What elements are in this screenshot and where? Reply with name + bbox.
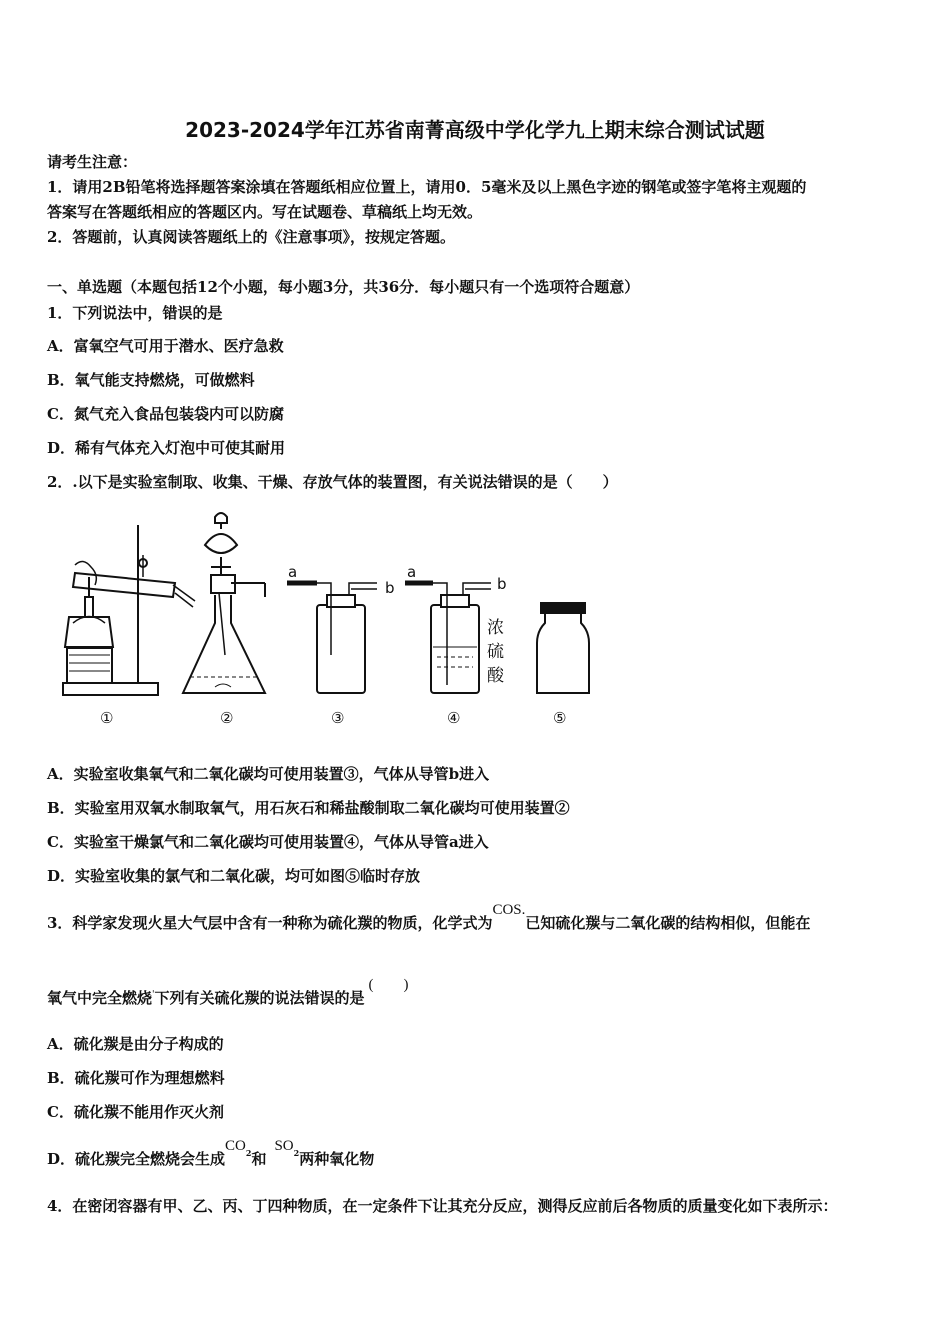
acid-char-3: 酸 [487,666,504,686]
section-heading: 一、单选题（本题包括12个小题，每小题3分，共36分．每小题只有一个选项符合题意） [47,278,640,296]
q3-option-a: A．硫化羰是由分子构成的 [47,1035,224,1053]
notice-line-1a: 1．请用2B铅笔将选择题答案涂填在答题纸相应位置上，请用0．5毫米及以上黑色字迹的钢笔或签字笔将主观题的 [47,178,807,196]
figure-label-5: ⑤ [553,709,567,727]
page-title: 2023-2024学年江苏省南菁高级中学化学九上期末综合测试试题 [185,118,765,142]
figure-label-3: ③ [331,709,345,727]
q2-option-c: C．实验室干燥氯气和二氧化碳均可使用装置④，气体从导管a进入 [47,833,489,851]
q3-option-d-and: 和 [251,1150,267,1168]
figure-label-4: ④ [447,709,461,727]
q3-stem-c: 氧气中完全燃烧 [47,989,153,1007]
tube-b-label-3: b [385,579,395,597]
notice-line-1b: 答案写在答题纸相应的答题区内。写在试题卷、草稿纸上均无效。 [47,203,483,221]
tube-b-label-4: b [497,575,507,593]
q3-option-d-b: 两种氧化物 [299,1150,375,1168]
formula-so2: SO [274,1138,294,1154]
q3-formula: COS. [492,902,526,918]
q3-stem-a: 3．科学家发现火星大气层中含有一种称为硫化羰的物质，化学式为 [47,914,493,932]
q3-option-d [47,1138,375,1170]
q2-option-a: A．实验室收集氧气和二氧化碳均可使用装置③，气体从导管b进入 [47,765,490,783]
acid-char-2: 硫 [487,642,504,662]
formula-co2: CO [225,1138,246,1154]
figure-label-2: ② [220,709,234,727]
apparatus-3-gas-bottle [287,583,377,693]
q1-option-d: D．稀有气体充入灯泡中可使其耐用 [47,439,286,457]
q1-option-c: C．氮气充入食品包装袋内可以防腐 [47,405,284,423]
q3-option-d-a: D．硫化羰完全燃烧会生成 [47,1150,226,1168]
q3-stem-c2: 下列有关硫化羰的说法错误的是 [154,989,365,1007]
q3-option-c: C．硫化羰不能用作灭火剂 [47,1103,224,1121]
q1-option-a: A．富氧空气可用于潜水、医疗急救 [47,337,284,355]
q1-option-b: B．氧气能支持燃烧，可做燃料 [47,371,255,389]
q3-option-b: B．硫化羰可作为理想燃料 [47,1069,225,1087]
tube-a-label-4: a [407,563,417,581]
q3-stem-line1 [47,902,811,933]
q1-stem: 1．下列说法中，错误的是 [47,304,223,322]
notice-heading: 请考生注意： [47,153,138,171]
q3-paren: ( ) [368,977,409,993]
q2-option-d: D．实验室收集的氯气和二氧化碳，均可如图⑤临时存放 [47,867,421,885]
q3-stem-line2: 氧气中完全燃烧'下列有关硫化羰的说法错误的是( ) [47,977,409,1007]
q2-stem: 2．.以下是实验室制取、收集、干燥、存放气体的装置图，有关说法错误的是（ ） [47,473,618,491]
q2-option-b: B．实验室用双氧水制取氧气，用石灰石和稀盐酸制取二氧化碳均可使用装置② [47,799,570,817]
q4-stem: 4．在密闭容器有甲、乙、丙、丁四种物质，在一定条件下让其充分反应，测得反应前后各物质的质量变化如下表所示： [47,1197,838,1215]
q3-stem-b: 已知硫化羰与二氧化碳的结构相似，但能在 [525,914,811,932]
apparatus-2-flask-funnel [183,513,265,693]
acid-char-1: 浓 [487,618,504,638]
apparatus-5-covered-jar [537,603,589,693]
apparatus-figure [55,505,615,735]
formula-so2-sub: 2 [293,1148,300,1158]
figure-label-1: ① [100,709,114,727]
formula-co2-sub: 2 [245,1148,252,1158]
tube-a-label-3: a [288,563,298,581]
notice-line-2: 2．答题前，认真阅读答题纸上的《注意事项》，按规定答题。 [47,228,455,246]
apparatus-1-heating-stand [63,525,195,695]
apparatus-4-wash-bottle [405,583,491,693]
